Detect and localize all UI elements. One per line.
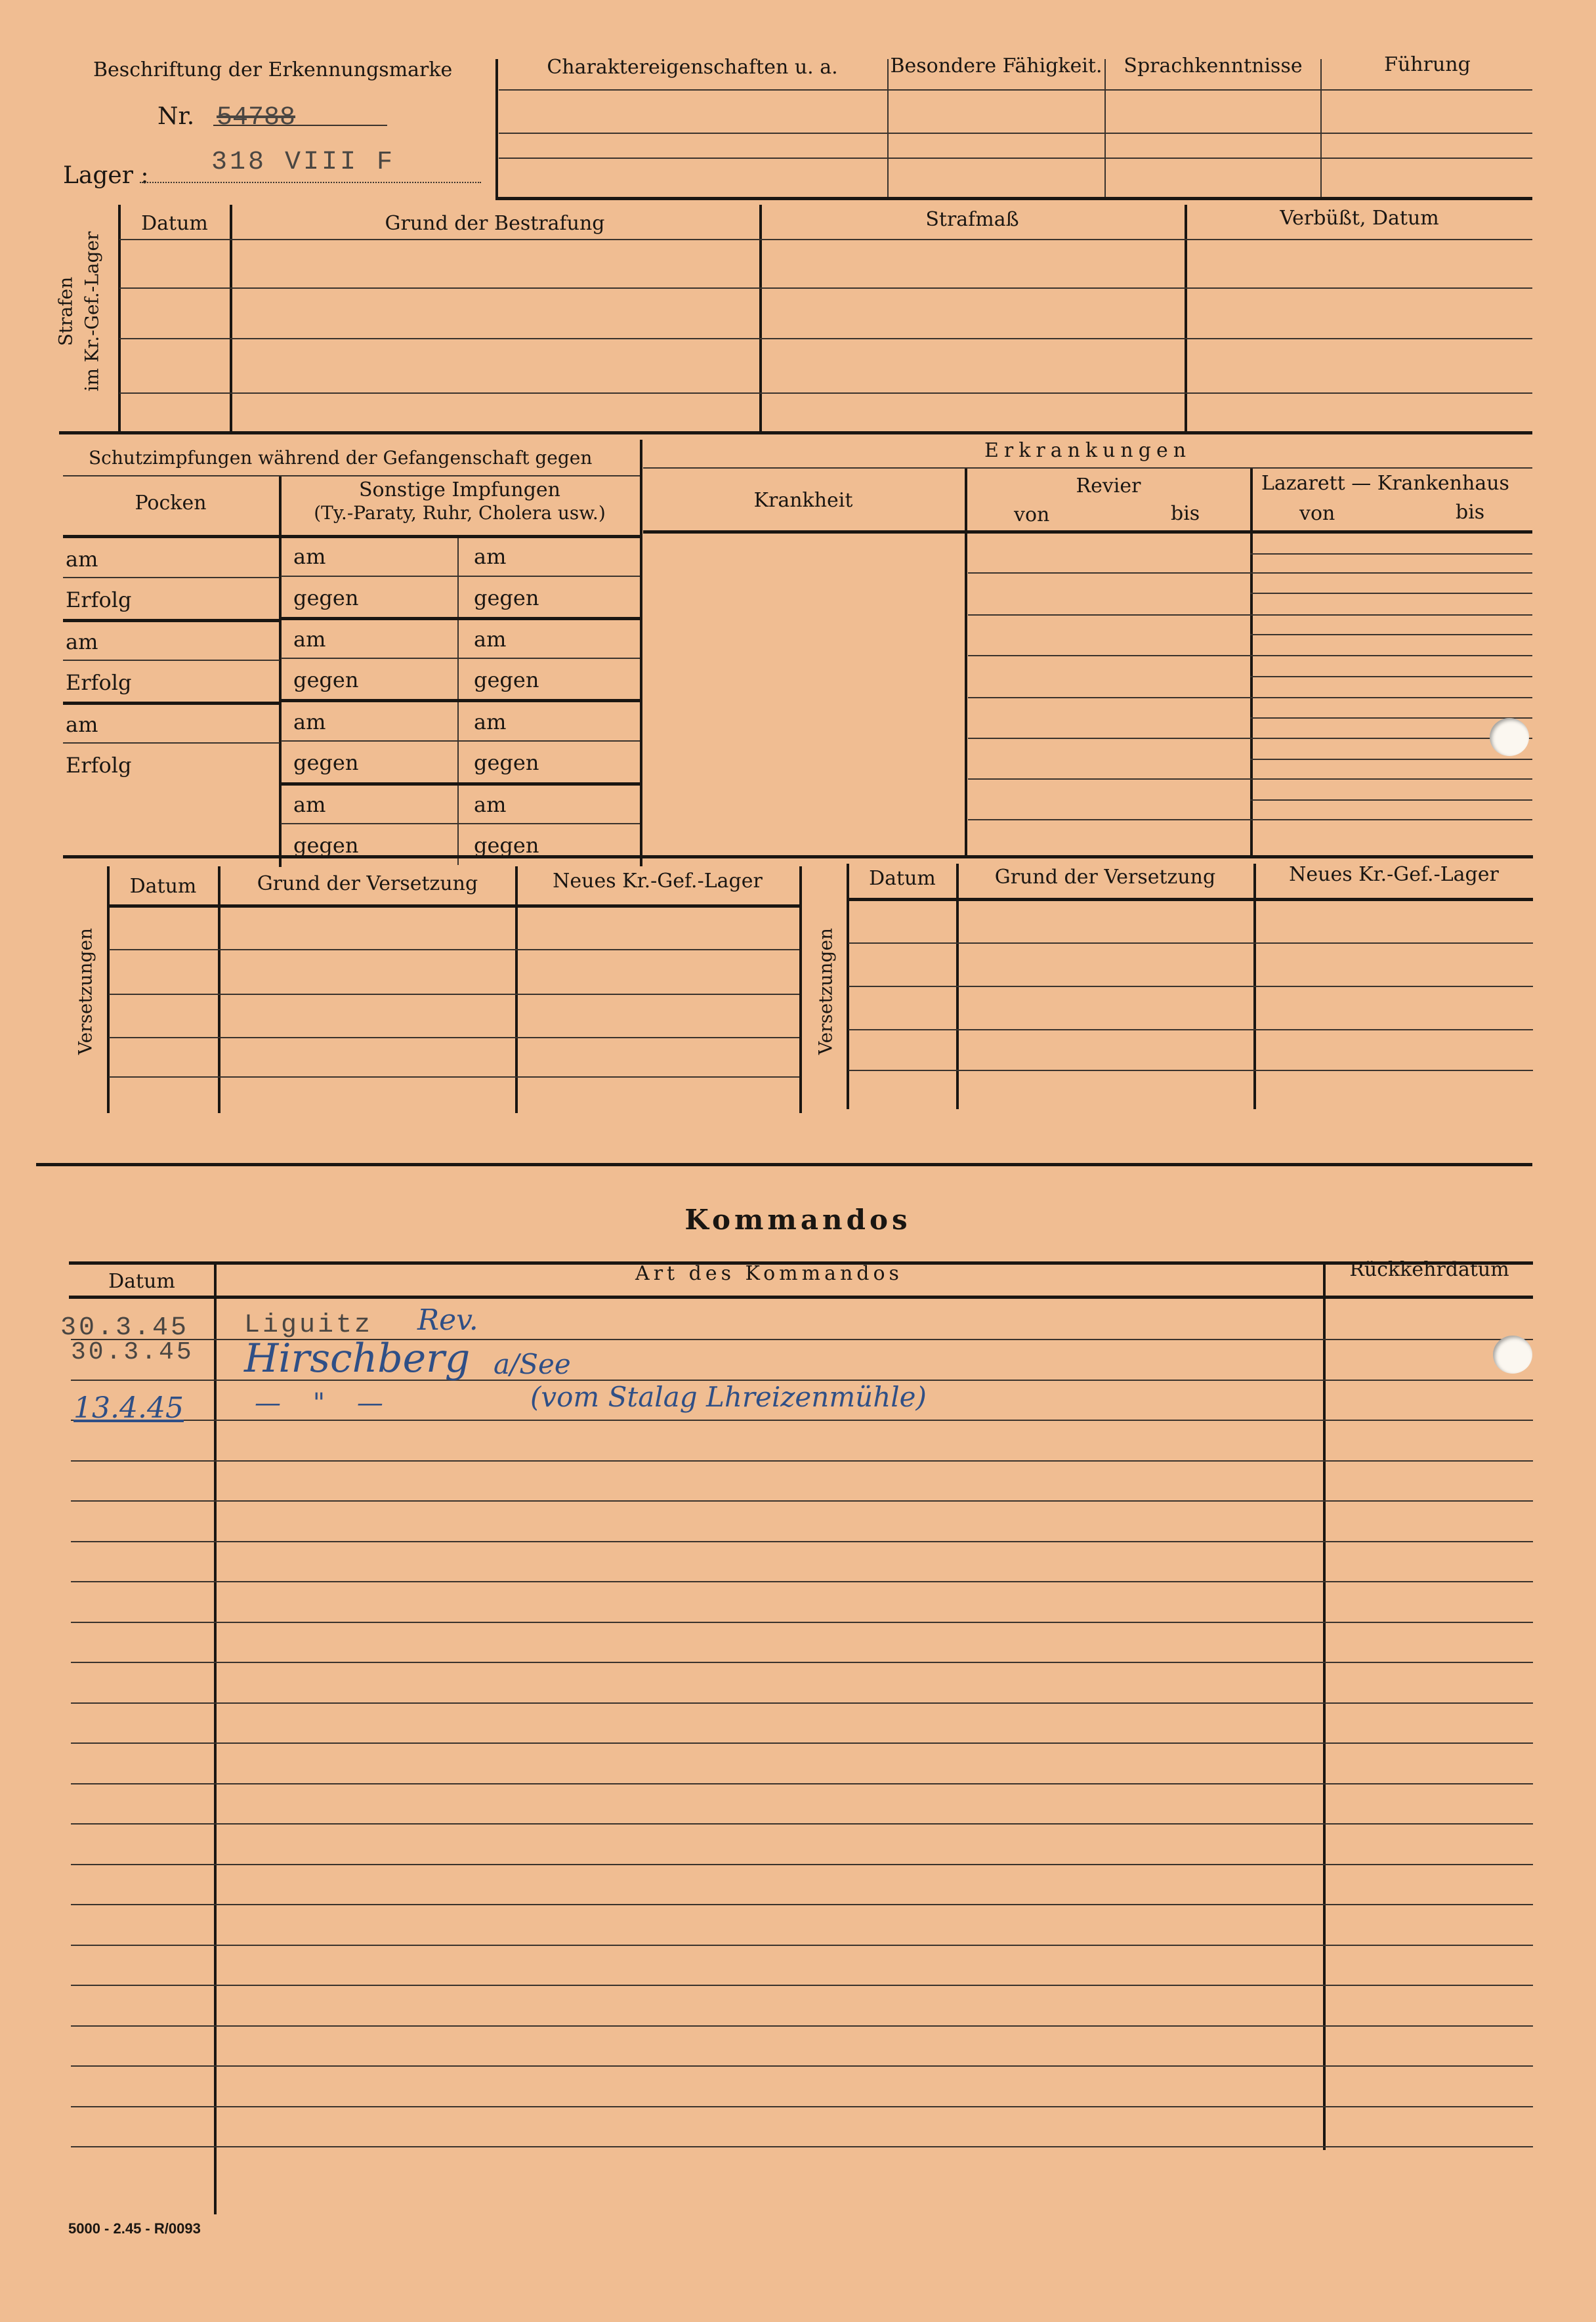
pocken-erfolg: Erfolg <box>66 670 132 695</box>
strafen-row-line <box>119 239 1532 240</box>
versetzung-header-lager: Neues Kr.-Gef.-Lager <box>1289 863 1499 886</box>
kommando-row-line <box>71 1460 1533 1462</box>
sonstige-gegen: gegen <box>293 833 359 858</box>
header-fuehrung: Führung <box>1384 53 1471 76</box>
nr-strike-line <box>213 125 387 126</box>
lazarett-von: von <box>1299 502 1335 525</box>
revier-bis: bis <box>1171 502 1200 525</box>
header-faehigkeit: Besondere Fähigkeit. <box>890 54 1102 77</box>
kommandos-header-art: Art des Kommandos <box>635 1262 903 1285</box>
kommando-datum: 30.3.45 <box>71 1338 194 1366</box>
fold-rule <box>36 1163 1532 1166</box>
kommando-art: — " — <box>255 1388 395 1418</box>
strafen-side-label: Strafen im Kr.-Gef.-Lager <box>54 231 103 392</box>
top-row-line <box>499 158 1532 159</box>
sonstige-am: am <box>474 544 507 569</box>
sonstige-am: am <box>293 544 326 569</box>
kommando-art: Hirschberg <box>244 1336 471 1382</box>
erkrankungen-krankheit: Krankheit <box>753 489 853 512</box>
kommandos-title: Kommandos <box>684 1204 912 1236</box>
erkrankungen-title: Erkrankungen <box>984 439 1192 462</box>
kommandos-header-datum: Datum <box>108 1270 175 1293</box>
versetzungen-side-label-right: Versetzungen <box>814 927 837 1055</box>
sonstige-gegen: gegen <box>293 667 359 692</box>
top-bottom-rule <box>495 197 1532 200</box>
punch-hole <box>1493 1336 1532 1374</box>
kommandos-col-line <box>1323 1263 1326 2150</box>
strafen-row-line <box>119 338 1532 339</box>
marke-label: Beschriftung der Erkennungsmarke <box>93 58 453 81</box>
sonstige-gegen: gegen <box>293 750 359 775</box>
impfungen-header-rule <box>63 535 640 538</box>
impfungen-title: Schutzimpfungen während der Gefangenschaft gegen <box>89 447 593 469</box>
kommandos-header-rule <box>69 1296 1533 1299</box>
lager-value: 318 VIII F <box>211 148 396 177</box>
kommando-row-line <box>71 1541 1533 1542</box>
kommandos-col-line <box>214 1263 217 2214</box>
kommando-row-line <box>71 2106 1533 2107</box>
pocken-am: am <box>66 547 98 572</box>
versetzung-header-grund: Grund der Versetzung <box>994 866 1216 889</box>
kommando-row-line <box>71 2065 1533 2067</box>
kommando-art: Liguitz <box>244 1311 373 1340</box>
kommando-note: a/See <box>494 1348 571 1380</box>
kommando-row-line <box>71 1823 1533 1825</box>
strafen-header-datum: Datum <box>141 212 208 235</box>
kommando-row-line <box>71 1864 1533 1865</box>
header-charakter: Charaktereigenschaften u. a. <box>547 56 838 79</box>
kommando-row-line <box>71 1500 1533 1502</box>
sonstige-am: am <box>293 792 326 817</box>
kommando-row-line <box>71 1742 1533 1744</box>
strafen-row-line <box>119 287 1532 289</box>
top-row-line <box>499 133 1532 134</box>
top-divider <box>495 59 498 200</box>
erkrankungen-lazarett: Lazarett — Krankenhaus <box>1261 472 1509 495</box>
versetzung-header-lager: Neues Kr.-Gef.-Lager <box>553 870 763 893</box>
sonstige-am: am <box>293 627 326 652</box>
sonstige-am: am <box>474 627 507 652</box>
kommando-datum: 30.3.45 <box>60 1313 190 1343</box>
print-code: 5000 - 2.45 - R/0093 <box>68 2220 201 2237</box>
nr-label: Nr. <box>158 103 195 130</box>
impfungen-title-line <box>63 475 640 476</box>
strafen-bottom-rule <box>59 431 1532 434</box>
pocken-am: am <box>66 629 98 654</box>
pocken-am: am <box>66 712 98 737</box>
header-sprachen: Sprachkenntnisse <box>1124 54 1303 77</box>
erkrankungen-header-rule <box>643 530 1532 534</box>
top-row-line <box>499 89 1532 91</box>
kommando-row-line <box>71 1420 1533 1421</box>
top-col-line <box>1104 59 1106 200</box>
versetzung-header-datum: Datum <box>129 875 197 898</box>
strafen-header-verbuesst: Verbüßt, Datum <box>1280 207 1439 230</box>
strafen-header-strafmass: Strafmaß <box>925 208 1019 231</box>
pocken-erfolg: Erfolg <box>66 587 132 612</box>
impfungen-sonstige-detail: (Ty.-Paraty, Ruhr, Cholera usw.) <box>314 502 606 524</box>
pocken-erfolg: Erfolg <box>66 753 132 778</box>
sonstige-gegen: gegen <box>474 750 539 775</box>
impfungen-bottom-rule <box>63 855 1533 858</box>
erkrankungen-revier: Revier <box>1076 475 1141 497</box>
sonstige-gegen: gegen <box>293 585 359 610</box>
impfungen-sonstige: Sonstige Impfungen <box>358 478 560 501</box>
sonstige-am: am <box>474 792 507 817</box>
strafen-header-grund: Grund der Bestrafung <box>385 212 605 235</box>
kommando-row-line <box>71 1783 1533 1784</box>
sonstige-gegen: gegen <box>474 833 539 858</box>
kommando-row-line <box>71 2025 1533 2027</box>
strafen-row-line <box>119 392 1532 394</box>
erkrankungen-col-line <box>965 469 967 858</box>
kommando-datum: 13.4.45 <box>74 1391 184 1425</box>
kommando-note: Rev. <box>417 1303 478 1337</box>
kommando-row-line <box>71 1622 1533 1623</box>
sonstige-am: am <box>293 709 326 734</box>
kommandos-header-rueckkehr: Rückkehrdatum <box>1349 1258 1509 1281</box>
lazarett-bis: bis <box>1456 501 1485 524</box>
versetzung-header-datum: Datum <box>869 867 936 890</box>
kommando-note: (vom Stalag Lhreizenmühle) <box>530 1381 927 1413</box>
top-col-line <box>1320 59 1322 200</box>
kommando-row-line <box>71 1945 1533 1946</box>
nr-value: 54788 <box>217 103 296 133</box>
top-col-line <box>887 59 889 200</box>
impfungen-pocken: Pocken <box>135 492 207 515</box>
sonstige-gegen: gegen <box>474 667 539 692</box>
punch-hole <box>1490 718 1529 756</box>
kommando-row-line <box>71 1662 1533 1663</box>
lager-label: Lager : <box>63 162 149 189</box>
versetzungen-side-label-left: Versetzungen <box>74 927 96 1055</box>
erkrankungen-title-line <box>643 467 1532 469</box>
kommando-row-line <box>71 1581 1533 1582</box>
kommando-row-line <box>71 2146 1533 2147</box>
kommando-row-line <box>71 1985 1533 1986</box>
revier-von: von <box>1014 503 1050 526</box>
lager-dotted-line <box>140 182 481 183</box>
sonstige-gegen: gegen <box>474 585 539 610</box>
impfungen-divider <box>640 440 642 866</box>
versetzung-header-grund: Grund der Versetzung <box>257 872 478 895</box>
sonstige-am: am <box>474 709 507 734</box>
kommando-row-line <box>71 1702 1533 1704</box>
kommando-row-line <box>71 1904 1533 1905</box>
